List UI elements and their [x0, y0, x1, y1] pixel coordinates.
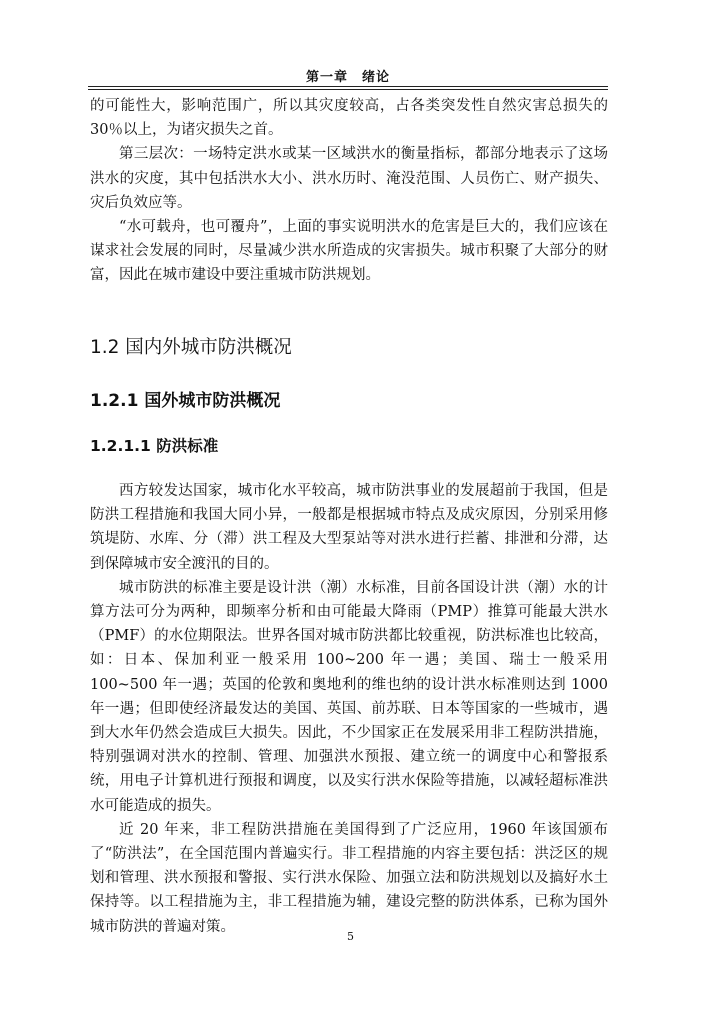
- paragraph-proverb: “水可载舟，也可覆舟”，上面的事实说明洪水的危害是巨大的，我们应该在谋求社会发展的同时，尽量减少洪水所造成的灾害损失。城市积聚了大部分的财富，因此在城市建设中要注重城市防洪规划。: [90, 219, 608, 284]
- standards-section-text: [90, 479, 608, 939]
- paragraph-flood-standards: 城市防洪的标准主要是设计洪（潮）水标准，目前各国设计洪（潮）水的计算方法可分为两种，即频率分析和由可能最大降雨（PMP）推算可能最大洪水（PMF）的水位期限法。世界各国对城市防洪都比较重视，防洪标准也比较高，如：日本、保加利亚一般采用 100~200 年一遇；美国、瑞士一般采用 100~500 年一遇；英国的伦敦和奥地利的维也纳的设计洪水标准则达到 1000 年一遇；但即使经济最发达的美国、英国、前苏联、日本等国家的一些城市，遇到大水年仍然会造成巨大损失。因此，不少国家正在发展采用非工程防洪措施，特别强调对洪水的控制、管理、加强洪水预报、建立统一的调度中心和警报系统，用电子计算机进行预报和调度，以及实行洪水保险等措施，以减轻超标准洪水可能造成的损失。: [90, 579, 608, 814]
- page-number: 5: [347, 930, 354, 943]
- paragraph-non-engineering: 近 20 年来，非工程防洪措施在美国得到了广泛应用，1960 年该国颁布了“防洪法”，在全国范围内普遍实行。非工程措施的内容主要包括：洪泛区的规划和管理、洪水预报和警报、实行洪水保险、加强立法和防洪规划以及搞好水土保持等。以工程措施为主，非工程措施为辅，建设完整的防洪体系，已称为国外城市防洪的普遍对策。: [90, 821, 608, 935]
- paragraph-continuation: 的可能性大，影响范围广，所以其灾度较高，占各类突发性自然灾害总损失的 30％以上，为诸灾损失之首。: [90, 98, 608, 139]
- header-rule: [88, 86, 608, 90]
- section-heading: 1.2 国内外城市防洪概况: [90, 337, 292, 358]
- subsection-heading: 1.2.1 国外城市防洪概况: [90, 391, 281, 411]
- top-section-text: [90, 94, 608, 288]
- subsubsection-heading: 1.2.1.1 防洪标准: [90, 437, 219, 455]
- running-header: 第一章 绪论: [305, 70, 390, 85]
- paragraph-western-countries: 西方较发达国家，城市化水平较高，城市防洪事业的发展超前于我国，但是防洪工程措施和我国大同小异，一般都是根据城市特点及成灾原因，分别采用修筑堤防、水库、分（滞）洪工程及大型泵站等对洪水进行拦蓄、排泄和分滞，达到保障城市安全渡汛的目的。: [90, 483, 608, 572]
- paragraph-third-level: 第三层次：一场特定洪水或某一区域洪水的衡量指标，都部分地表示了这场洪水的灾度，其中包括洪水大小、洪水历时、淹没范围、人员伤亡、财产损失、灾后负效应等。: [90, 146, 608, 211]
